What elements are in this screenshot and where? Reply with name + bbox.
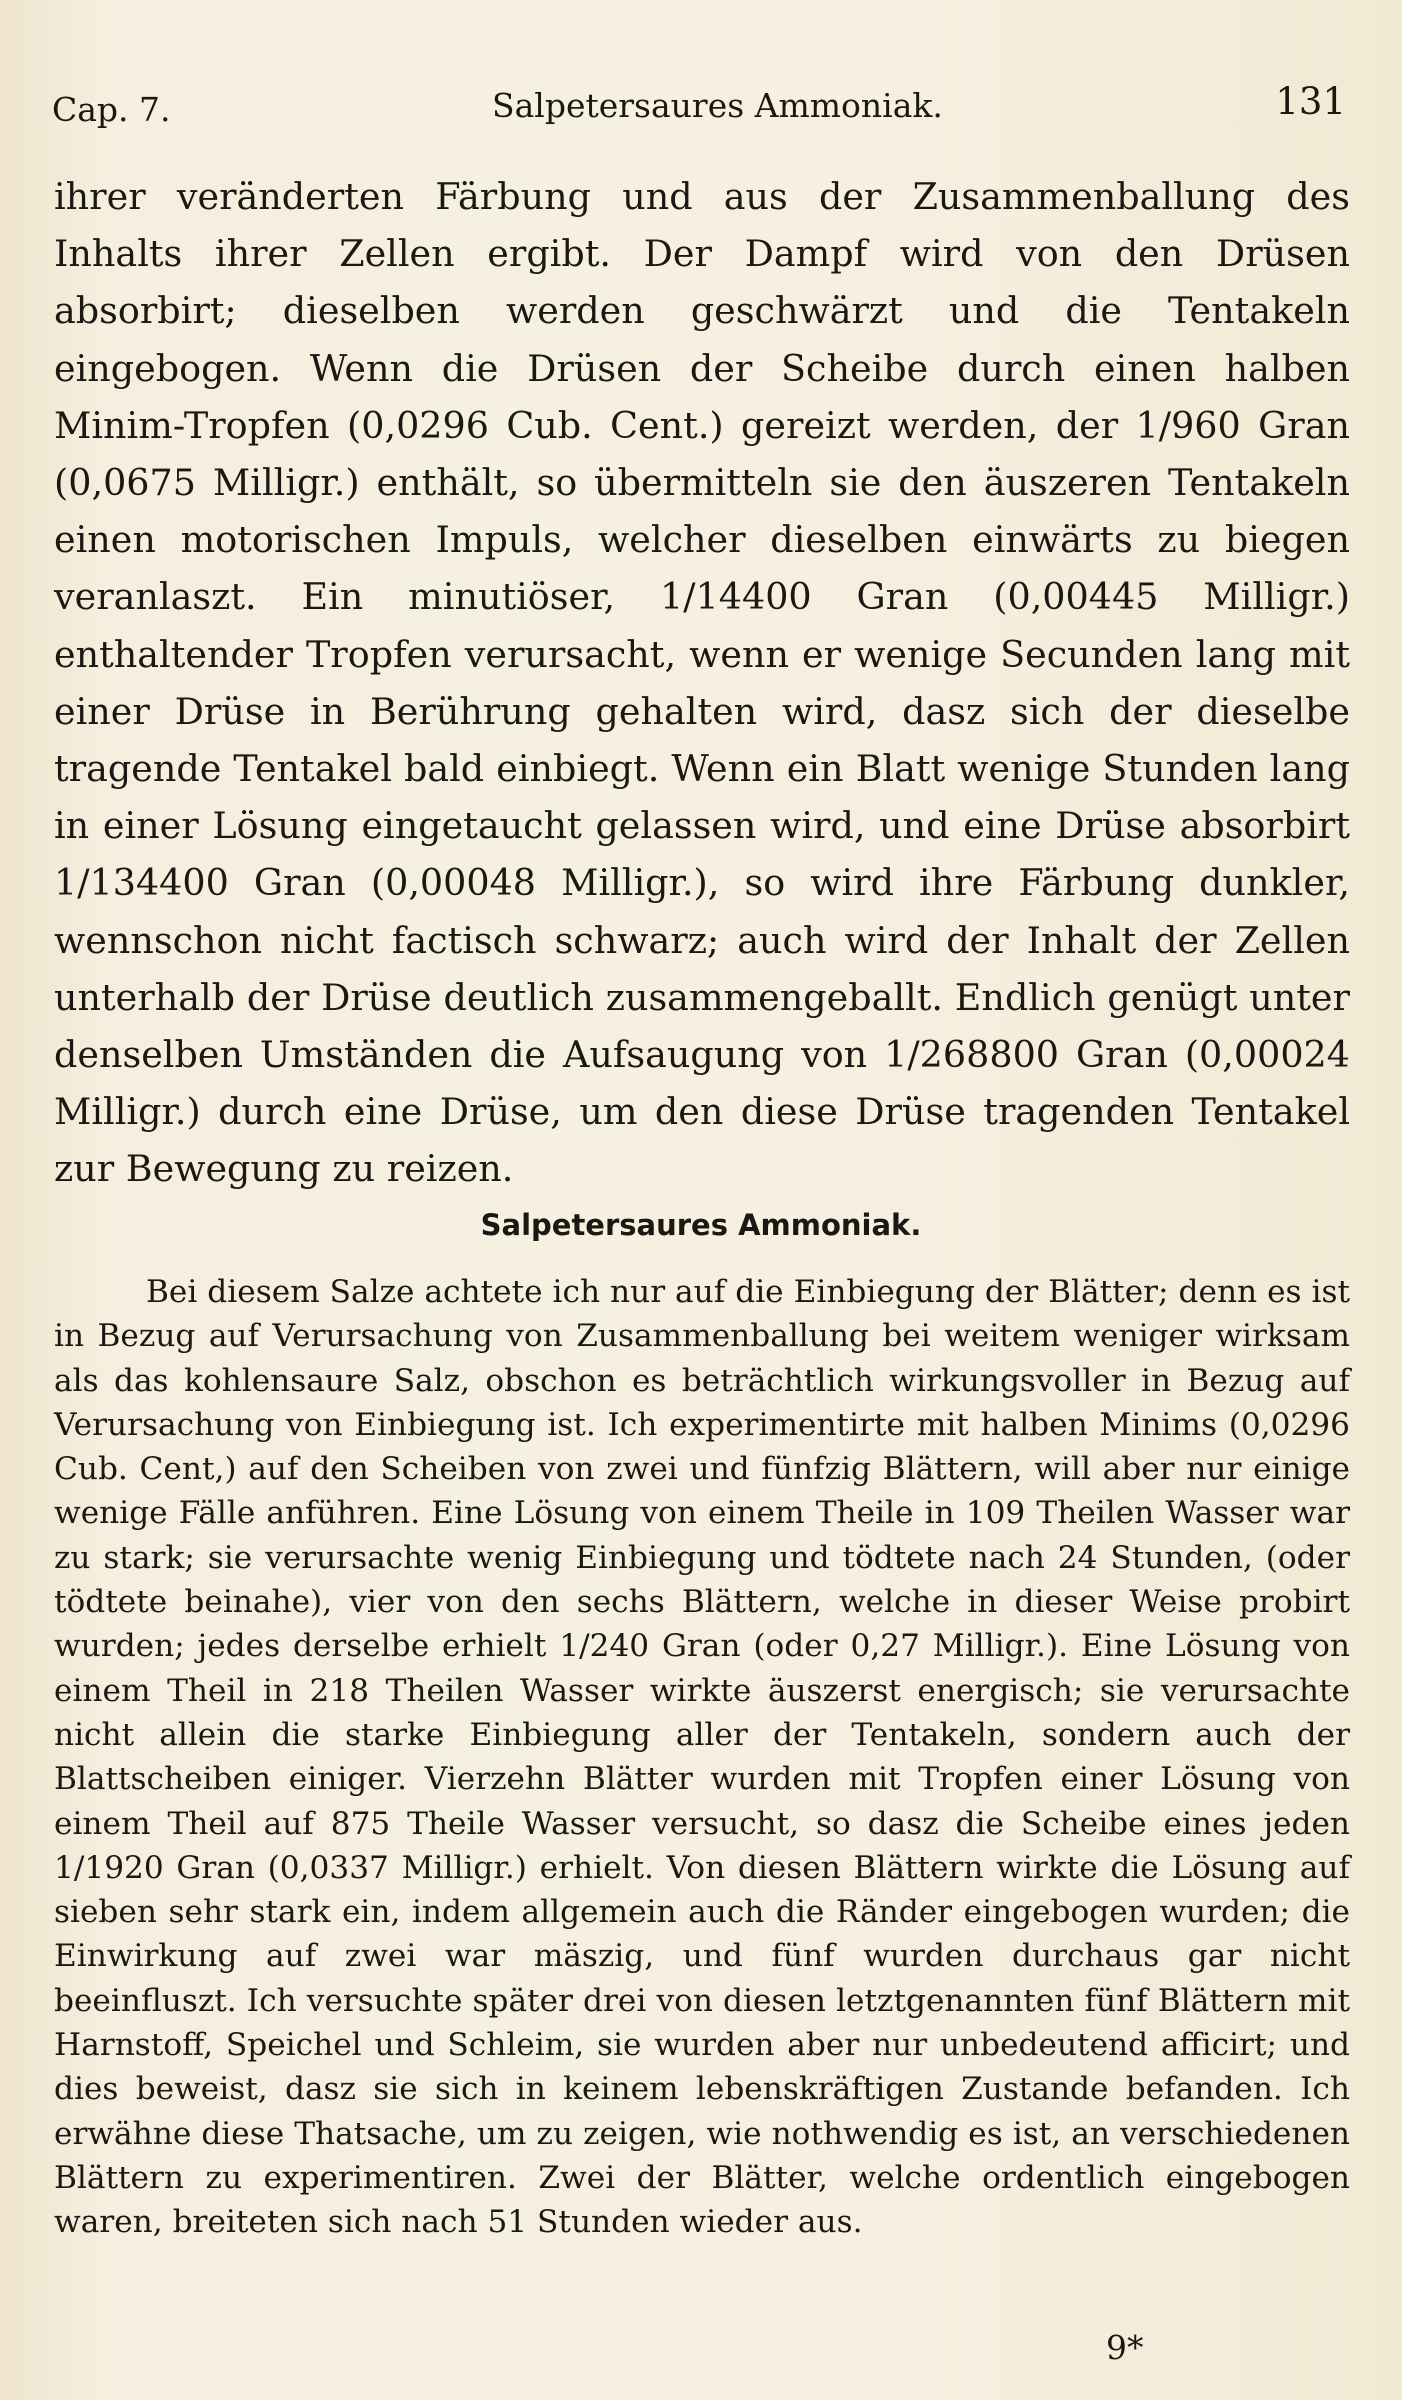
page-header xyxy=(52,80,1346,130)
signature-mark: 9* xyxy=(1106,2328,1144,2367)
section-paragraph: Bei diesem Salze achtete ich nur auf die Einbiegung der Blätter; denn es ist in Bezug auf Verursachung von Zusammenballung bei weitem weniger wirksam als das kohlensaure Salz, obschon es beträchtlich wirkungsvoller in Bezug auf Verursachung von Einbiegung ist. Ich experimentirte mit halben Minims (0,0296 Cub. Cent,) auf den Scheiben von zwei und fünfzig Blättern, will aber nur einige wenige Fälle anführen. Eine Lösung von einem Theile in 109 Theilen Wasser war zu stark; sie verursachte wenig Einbiegung und tödtete nach 24 Stunden, (oder tödtete beinahe), vier von den sechs Blättern, welche in dieser Weise probirt wurden; jedes derselbe erhielt 1/240 Gran (oder 0,27 Milligr.). Eine Lösung von einem Theil in 218 Theilen Wasser wirkte äuszerst energisch; sie verursachte nicht allein die starke Einbiegung aller der Tentakeln, sondern auch der Blattscheiben einiger. Vierzehn Blätter wurden mit Tropfen einer Lösung von einem Theil auf 875 Theile Wasser versucht, so dasz die Scheibe eines jeden 1/1920 Gran (0,0337 Milligr.) erhielt. Von diesen Blättern wirkte die Lösung auf sieben sehr stark ein, indem allgemein auch die Ränder eingebogen wurden; die Einwirkung auf zwei war mäszig, und fünf wurden durchaus gar nicht beeinfluszt. Ich versuchte später drei von diesen letztgenannten fünf Blättern mit Harnstoff, Speichel und Schleim, sie wurden aber nur unbedeutend afficirt; und dies beweist, dasz sie sich in keinem lebenskräftigen Zustande befanden. Ich erwähne diese Thatsache, um zu zeigen, wie nothwendig es ist, an verschiedenen Blättern zu experimentiren. Zwei der Blätter, welche ordentlich eingebogen waren, breiteten sich nach 51 Stunden wieder aus. xyxy=(54,1274,1350,2241)
page-number: 131 xyxy=(1275,80,1346,123)
chapter-label: Cap. 7. xyxy=(52,90,171,129)
paragraph-continued: ihrer veränderten Färbung und aus der Zusammenballung des Inhalts ihrer Zellen ergibt. Der Dampf wird von den Drüsen absorbirt; dieselben werden geschwärzt und die Tentakeln eingebogen. Wenn die Drüsen der Scheibe durch einen halben Minim-Tropfen (0,0296 Cub. Cent.) gereizt werden, der 1/960 Gran (0,0675 Milligr.) enthält, so übermitteln sie den äuszeren Tentakeln einen motorischen Impuls, welcher dieselben einwärts zu biegen veranlaszt. Ein minutiöser, 1/14400 Gran (0,00445 Milligr.) enthaltender Tropfen verursacht, wenn er wenige Secunden lang mit einer Drüse in Berührung gehalten wird, dasz sich der dieselbe tragende Tentakel bald einbiegt. Wenn ein Blatt wenige Stunden lang in einer Lösung eingetaucht gelassen wird, und eine Drüse absorbirt 1/134400 Gran (0,00048 Milligr.), so wird ihre Färbung dunkler, wennschon nicht factisch schwarz; auch wird der Inhalt der Zellen unterhalb der Drüse deutlich zusammengeballt. Endlich genügt unter denselben Umständen die Aufsaugung von 1/268800 Gran (0,00024 Milligr.) durch eine Drüse, um den diese Drüse tragenden Tentakel zur Bewegung zu reizen. xyxy=(54,175,1350,1191)
running-title: Salpetersaures Ammoniak. xyxy=(492,86,943,125)
section-heading: Salpetersaures Ammoniak. xyxy=(480,1208,922,1242)
